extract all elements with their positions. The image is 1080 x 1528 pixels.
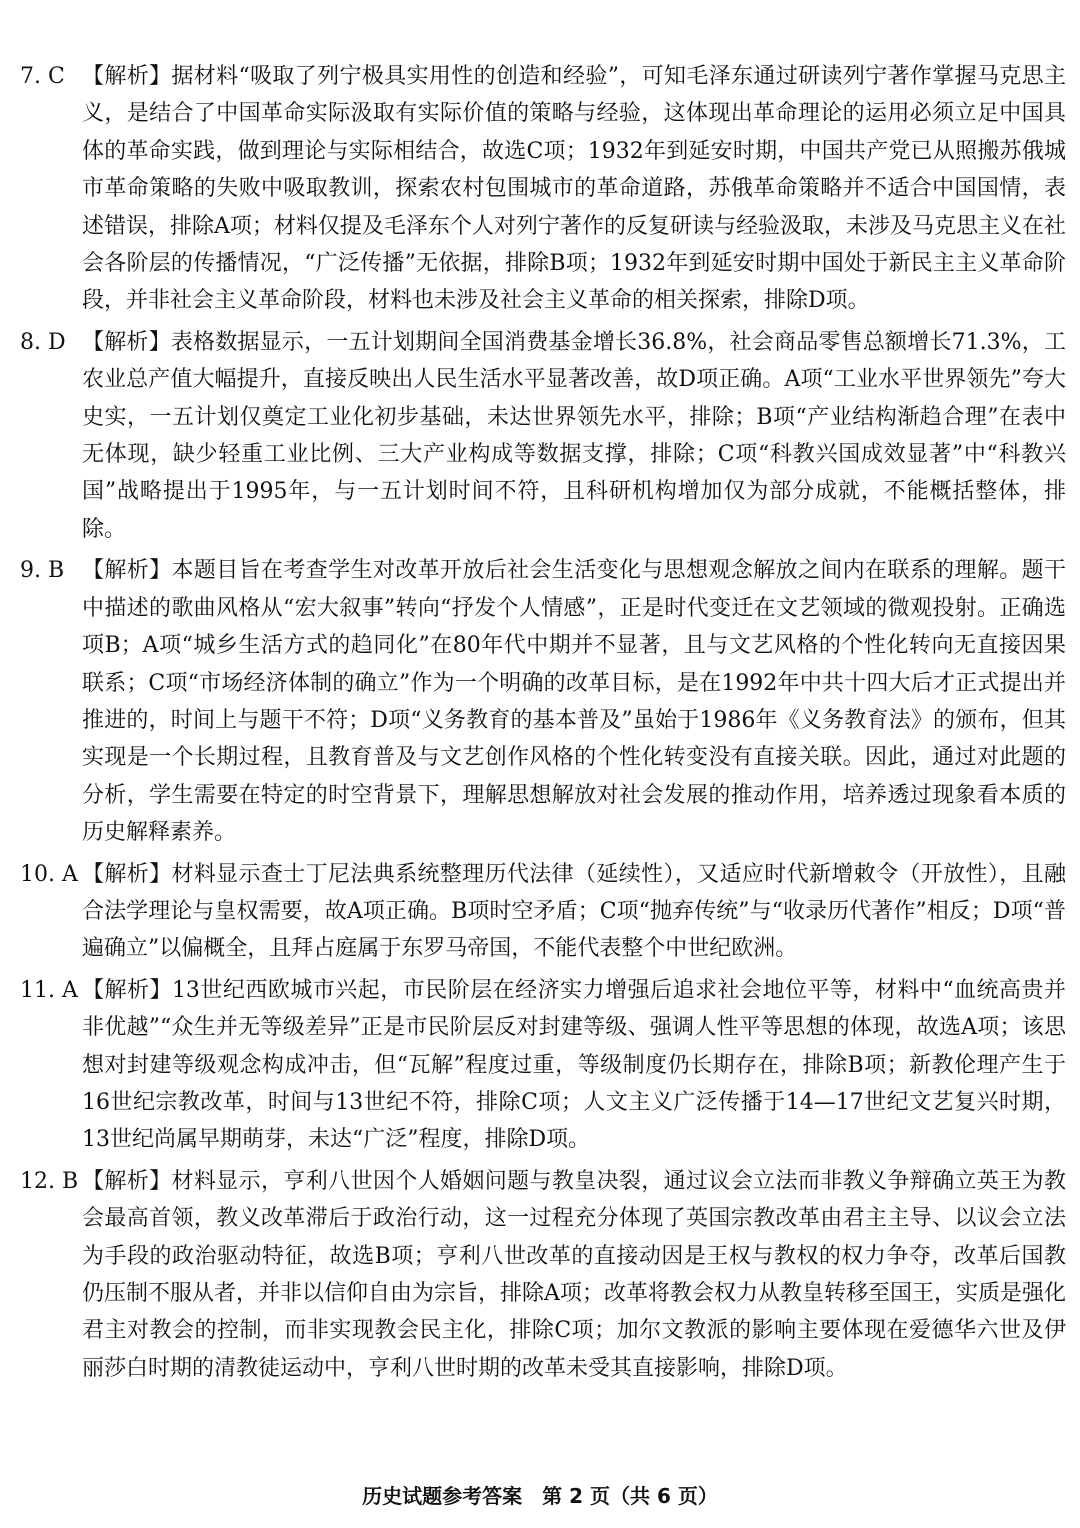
answer-item-10	[0, 856, 1080, 968]
page-footer: 历史试题参考答案 第 2 页（共 6 页）	[362, 1484, 718, 1508]
analysis-tag: 【解析】	[82, 1168, 172, 1194]
question-number: 8. D	[20, 329, 66, 355]
analysis-text: 材料显示，亨利八世因个人婚姻问题与教皇决裂，通过议会立法而非教义争辩确立英王为教会最高首领，教义改革滞后于政治行动，这一过程充分体现了英国宗教改革由君主主导、以议会立法为手段的政治驱动特征，故选B项；亨利八世改革的直接动因是王权与教权的权力争夺，改革后国教仍压制不服从者，并非以信仰自由为宗旨，排除A项；改革将教会权力从教皇转移至国王，实质是强化君主对教会的控制，而非实现教会民主化，排除C项；加尔文教派的影响主要体现在爱德华六世及伊丽莎白时期的清教徒运动中，亨利八世时期的改革未受其直接影响，排除D项。	[82, 1168, 1066, 1381]
analysis-tag: 【解析】	[82, 861, 172, 887]
analysis-text: 本题目旨在考查学生对改革开放后社会生活变化与思想观念解放之间内在联系的理解。题干中描述的歌曲风格从“宏大叙事”转向“抒发个人情感”，正是时代变迁在文艺领域的微观投射。正确选项B；A项“城乡生活方式的趋同化”在80年代中期并不显著，且与文艺风格的个性化转向无直接因果联系；C项“市场经济体制的确立”作为一个明确的改革目标，是在1992年中共十四大后才正式提出并推进的，时间上与题干不符；D项“义务教育的基本普及”虽始于1986年《义务教育法》的颁布，但其实现是一个长期过程，且教育普及与文艺创作风格的个性化转变没有直接关联。因此，通过对此题的分析，学生需要在特定的时空背景下，理解思想解放对社会发展的推动作用，培养透过现象看本质的历史解释素养。	[82, 558, 1066, 846]
answer-item-8	[0, 324, 1080, 548]
analysis-tag: 【解析】	[82, 977, 172, 1003]
answer-page	[0, 58, 1080, 1391]
question-number: 9. B	[20, 558, 65, 584]
analysis-tag: 【解析】	[82, 558, 172, 584]
question-number: 10. A	[20, 861, 78, 887]
question-number: 7. C	[20, 64, 65, 89]
analysis-text: 据材料“吸取了列宁极具实用性的创造和经验”，可知毛泽东通过研读列宁著作掌握马克思主义，是结合了中国革命实际汲取有实际价值的策略与经验，这体现出革命理论的运用必须立足中国具体的革命实践，做到理论与实际相结合，故选C项；1932年到延安时期，中国共产党已从照搬苏俄城市革命策略的失败中吸取教训，探索农村包围城市的革命道路，苏俄革命策略并不适合中国国情，表述错误，排除A项；材料仅提及毛泽东个人对列宁著作的反复研读与经验汲取，未涉及马克思主义在社会各阶层的传播情况，“广泛传播”无依据，排除B项；1932年到延安时期中国处于新民主主义革命阶段，并非社会主义革命阶段，材料也未涉及社会主义革命的相关探索，排除D项。	[82, 64, 1066, 314]
analysis-text: 13世纪西欧城市兴起，市民阶层在经济实力增强后追求社会地位平等，材料中“血统高贵并非优越”“众生并无等级差异”正是市民阶层反对封建等级、强调人性平等思想的体现，故选A项；该思想对封建等级观念构成冲击，但“瓦解”程度过重，等级制度仍长期存在，排除B项；新教伦理产生于16世纪宗教改革，时间与13世纪不符，排除C项；人文主义广泛传播于14—17世纪文艺复兴时期，13世纪尚属早期萌芽，未达“广泛”程度，排除D项。	[82, 977, 1066, 1153]
question-number: 12. B	[20, 1168, 79, 1194]
analysis-text: 材料显示查士丁尼法典系统整理历代法律（延续性），又适应时代新增敕令（开放性），且融合法学理论与皇权需要，故A项正确。B项时空矛盾；C项“抛弃传统”与“收录历代著作”相反；D项“普遍确立”以偏概全，且拜占庭属于东罗马帝国，不能代表整个中世纪欧洲。	[82, 861, 1066, 962]
analysis-text: 表格数据显示，一五计划期间全国消费基金增长36.8%，社会商品零售总额增长71.3%，工农业总产值大幅提升，直接反映出人民生活水平显著改善，故D项正确。A项“工业水平世界领先”夸大史实，一五计划仅奠定工业化初步基础，未达世界领先水平，排除；B项“产业结构渐趋合理”在表中无体现，缺少轻重工业比例、三大产业构成等数据支撑，排除；C项“科教兴国成效显著”中“科教兴国”战略提出于1995年，与一五计划时间不符，且科研机构增加仅为部分成就，不能概括整体，排除。	[82, 329, 1066, 542]
answer-item-9	[0, 552, 1080, 851]
question-number: 11. A	[20, 977, 78, 1003]
analysis-tag: 【解析】	[82, 329, 171, 355]
answer-item-11	[0, 972, 1080, 1159]
answer-item-12	[0, 1163, 1080, 1387]
analysis-tag: 【解析】	[82, 64, 172, 89]
answer-item-7	[0, 58, 1080, 320]
